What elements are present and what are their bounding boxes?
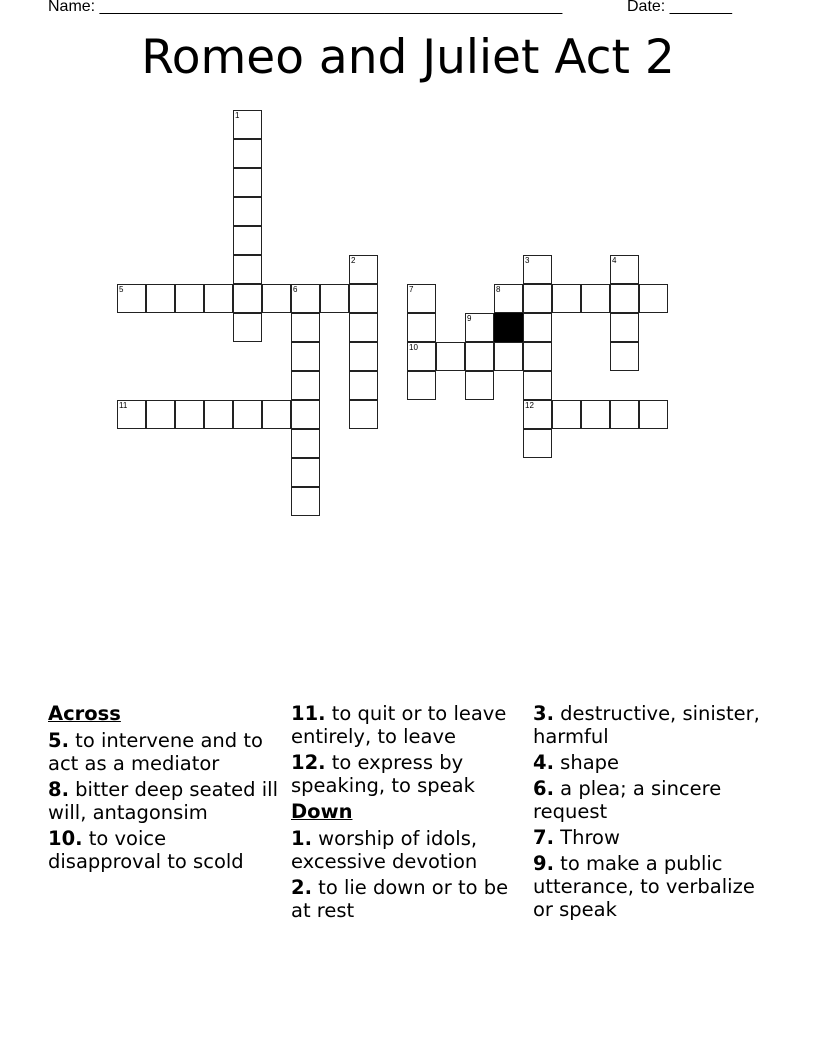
crossword-cell[interactable] (610, 255, 639, 284)
crossword-cell[interactable] (552, 400, 581, 429)
clue-item (533, 702, 768, 748)
clue-text: to make a public utterance, to verbalize or speak (533, 852, 755, 921)
clue-text: to quit or to leave entirely, to leave (291, 702, 507, 748)
crossword-cell[interactable] (175, 400, 204, 429)
clue-number: 12. (291, 751, 326, 774)
crossword-cell[interactable] (349, 255, 378, 284)
clue-number: 10. (48, 827, 83, 850)
crossword-cell[interactable] (291, 400, 320, 429)
clue-number: 1 (235, 111, 240, 120)
clue-item (533, 826, 768, 849)
clue-text: bitter deep seated ill will, antagonsim (48, 778, 279, 824)
crossword-block-cell (494, 313, 523, 342)
page-title: Romeo and Juliet Act 2 (141, 30, 675, 85)
clue-number: 3 (525, 256, 530, 265)
clue-item (48, 778, 283, 824)
clue-number: 12 (525, 401, 534, 410)
clue-number: 11 (119, 401, 128, 410)
crossword-cell[interactable] (639, 284, 668, 313)
crossword-cell[interactable] (233, 139, 262, 168)
crossword-cell[interactable] (291, 284, 320, 313)
clues-column-3 (533, 702, 768, 924)
crossword-cell[interactable] (465, 371, 494, 400)
crossword-cell[interactable] (465, 313, 494, 342)
crossword-cell[interactable] (523, 371, 552, 400)
crossword-cell[interactable] (175, 284, 204, 313)
crossword-cell[interactable] (494, 342, 523, 371)
crossword-cell[interactable] (581, 400, 610, 429)
crossword-cell[interactable] (233, 284, 262, 313)
clue-number: 11. (291, 702, 326, 725)
crossword-cell[interactable] (523, 400, 552, 429)
clue-item (533, 751, 768, 774)
clue-number: 2. (291, 876, 312, 899)
clue-number: 5 (119, 285, 124, 294)
crossword-cell[interactable] (552, 284, 581, 313)
crossword-cell[interactable] (291, 429, 320, 458)
clue-number: 4 (612, 256, 617, 265)
crossword-cell[interactable] (233, 226, 262, 255)
clue-number: 7. (533, 826, 554, 849)
crossword-cell[interactable] (262, 284, 291, 313)
crossword-cell[interactable] (523, 284, 552, 313)
clue-item (533, 852, 768, 921)
clue-text: worship of idols, excessive devotion (291, 827, 478, 873)
crossword-cell[interactable] (117, 400, 146, 429)
crossword-cell[interactable] (349, 313, 378, 342)
crossword-cell[interactable] (523, 342, 552, 371)
clue-text: to intervene and to act as a mediator (48, 729, 263, 775)
clue-text: Throw (553, 826, 620, 849)
clue-text: shape (553, 751, 620, 774)
crossword-cell[interactable] (320, 284, 349, 313)
crossword-cell[interactable] (407, 342, 436, 371)
crossword-cell[interactable] (349, 371, 378, 400)
crossword-cell[interactable] (291, 342, 320, 371)
crossword-cell[interactable] (581, 284, 610, 313)
clue-item (291, 827, 526, 873)
clue-number: 3. (533, 702, 554, 725)
name-field-label: Name: ____________________________________________________ (48, 0, 563, 15)
clue-number: 2 (351, 256, 356, 265)
clue-number: 6. (533, 777, 554, 800)
crossword-cell[interactable] (204, 400, 233, 429)
crossword-cell[interactable] (523, 255, 552, 284)
clue-number: 8. (48, 778, 69, 801)
crossword-cell[interactable] (146, 400, 175, 429)
across-clue-list (48, 729, 283, 873)
crossword-cell[interactable] (639, 400, 668, 429)
across-clue-list-continued (291, 702, 526, 797)
clue-number: 10 (409, 343, 418, 352)
crossword-cell[interactable] (233, 313, 262, 342)
crossword-cell[interactable] (291, 458, 320, 487)
clue-item (533, 777, 768, 823)
crossword-cell[interactable] (436, 342, 465, 371)
crossword-cell[interactable] (610, 284, 639, 313)
clues-column-2 (291, 702, 526, 925)
crossword-cell[interactable] (146, 284, 175, 313)
down-clue-list-continued (533, 702, 768, 921)
crossword-cell[interactable] (349, 400, 378, 429)
clue-number: 6 (293, 285, 298, 294)
crossword-cell[interactable] (233, 197, 262, 226)
clue-number: 4. (533, 751, 554, 774)
crossword-cell[interactable] (233, 110, 262, 139)
crossword-cell[interactable] (610, 400, 639, 429)
clue-item (48, 729, 283, 775)
crossword-cell[interactable] (523, 313, 552, 342)
clue-number: 9 (467, 314, 472, 323)
clue-item (291, 751, 526, 797)
clue-text: a plea; a sincere request (533, 777, 722, 823)
crossword-cell[interactable] (117, 284, 146, 313)
clue-number: 1. (291, 827, 312, 850)
crossword-cell[interactable] (610, 313, 639, 342)
crossword-cell[interactable] (465, 342, 494, 371)
clue-number: 9. (533, 852, 554, 875)
crossword-cell[interactable] (262, 400, 291, 429)
crossword-cell[interactable] (407, 284, 436, 313)
clue-item (291, 702, 526, 748)
down-heading: Down (291, 800, 353, 823)
clue-item (291, 876, 526, 922)
crossword-cell[interactable] (291, 371, 320, 400)
crossword-cell[interactable] (291, 313, 320, 342)
clue-text: destructive, sinister, harmful (533, 702, 760, 748)
clues-column-1 (48, 702, 283, 876)
clue-text: to voice disapproval to scold (48, 827, 244, 873)
crossword-cell[interactable] (523, 429, 552, 458)
clue-item (48, 827, 283, 873)
clue-number: 7 (409, 285, 414, 294)
clue-text: to express by speaking, to speak (291, 751, 475, 797)
crossword-cell[interactable] (494, 284, 523, 313)
crossword-cell[interactable] (610, 342, 639, 371)
crossword-cell[interactable] (407, 313, 436, 342)
down-clue-list (291, 827, 526, 922)
crossword-cell[interactable] (233, 168, 262, 197)
across-heading: Across (48, 702, 121, 725)
crossword-cell[interactable] (204, 284, 233, 313)
crossword-cell[interactable] (407, 371, 436, 400)
date-field-label: Date: _______ (627, 0, 732, 15)
crossword-cell[interactable] (349, 342, 378, 371)
clue-number: 5. (48, 729, 69, 752)
crossword-cell[interactable] (349, 284, 378, 313)
crossword-cell[interactable] (233, 255, 262, 284)
crossword-cell[interactable] (291, 487, 320, 516)
crossword-cell[interactable] (233, 400, 262, 429)
clue-text: to lie down or to be at rest (291, 876, 509, 922)
clue-number: 8 (496, 285, 501, 294)
